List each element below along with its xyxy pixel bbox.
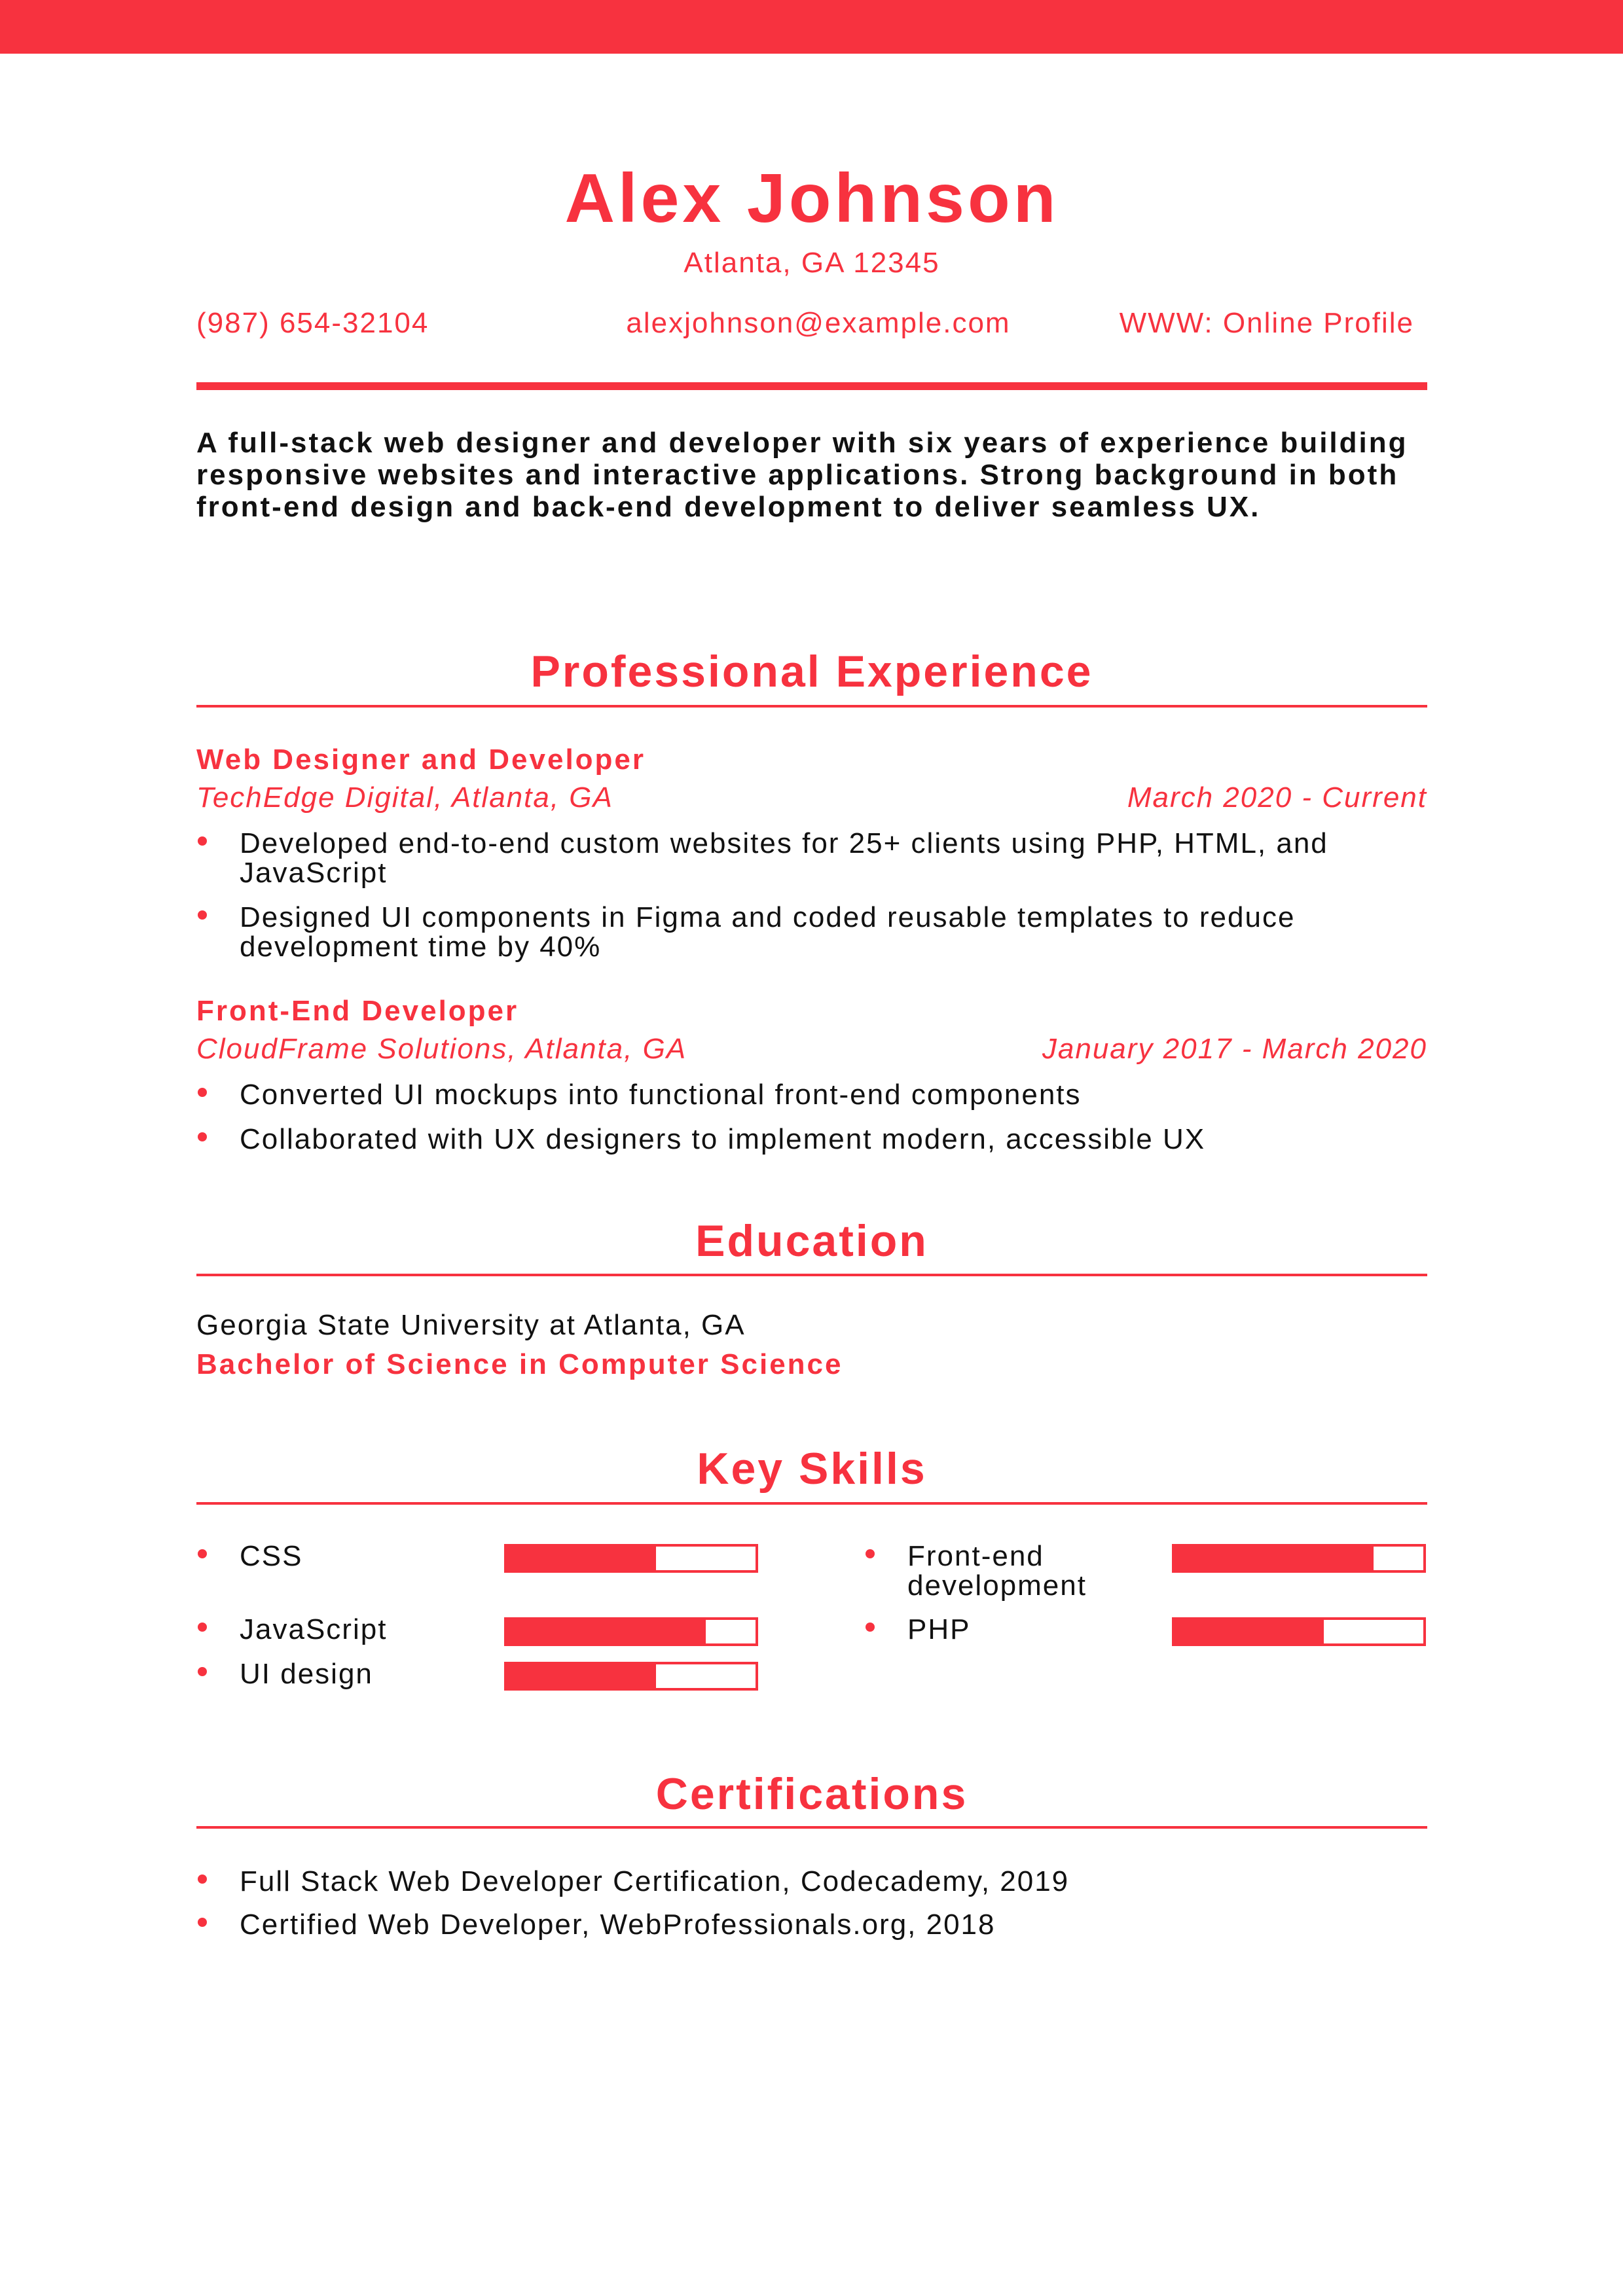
education-heading: Education <box>695 1216 928 1266</box>
bullet-icon <box>198 1088 207 1097</box>
list-item <box>196 1910 1427 1939</box>
phone-number: (987) 654-32104 <box>196 307 429 339</box>
list-item <box>196 1080 1427 1109</box>
skill-level-bar <box>1172 1544 1426 1573</box>
bullet-icon <box>198 1623 207 1632</box>
list-item <box>196 1867 1427 1896</box>
job-dates: March 2020 - Current <box>1127 781 1427 814</box>
skill-level-fill <box>507 1620 706 1643</box>
certifications-heading: Certifications <box>655 1769 968 1819</box>
list-item <box>196 903 1427 961</box>
skill-level-bar <box>1172 1617 1426 1646</box>
list-item <box>196 829 1427 888</box>
job-company: TechEdge Digital, Atlanta, GA <box>196 781 613 814</box>
certification-text: Certified Web Developer, WebProfessionals.org, 2018 <box>240 1909 996 1941</box>
list-item <box>196 1124 1427 1154</box>
certifications-divider <box>196 1826 1427 1829</box>
skill-level-fill <box>507 1664 656 1688</box>
job-company: CloudFrame Solutions, Atlanta, GA <box>196 1033 687 1065</box>
top-accent-band <box>0 0 1623 54</box>
skill-name: JavaScript <box>240 1613 388 1645</box>
skill-level-bar <box>504 1544 758 1573</box>
experience-heading: Professional Experience <box>530 647 1093 696</box>
skill-level-bar <box>504 1617 758 1646</box>
skill-level-fill <box>1175 1620 1324 1643</box>
bullet-icon <box>198 910 207 920</box>
header-divider <box>196 382 1427 390</box>
bullet-icon <box>198 1918 207 1927</box>
skill-name: CSS <box>240 1540 303 1572</box>
job-title: Front-End Developer <box>196 995 519 1027</box>
bullet-icon <box>198 1874 207 1884</box>
experience-divider <box>196 705 1427 708</box>
certification-text: Full Stack Web Developer Certification, Codecademy, 2019 <box>240 1865 1070 1897</box>
skill-name: Front-end development <box>907 1540 1087 1602</box>
email-link[interactable]: alexjohnson@example.com <box>626 307 1011 339</box>
skill-name: UI design <box>240 1658 373 1690</box>
professional-summary: A full-stack web designer and developer with six years of experience building responsive websites and interactive applications. Strong background in both front-end design and back-end development to deliver seamless UX. <box>196 427 1408 523</box>
bullet-icon <box>198 1667 207 1676</box>
skill-level-bar <box>504 1662 758 1691</box>
bullet-text: Designed UI components in Figma and coded reusable templates to reduce development time by 40% <box>240 901 1296 963</box>
education-divider <box>196 1274 1427 1276</box>
education-degree: Bachelor of Science in Computer Science <box>196 1348 843 1380</box>
job-dates: January 2017 - March 2020 <box>1042 1033 1427 1065</box>
job-title: Web Designer and Developer <box>196 744 646 776</box>
bullet-icon <box>866 1623 875 1632</box>
bullet-text: Converted UI mockups into functional front-end components <box>240 1079 1082 1111</box>
website-link[interactable]: WWW: Online Profile <box>1119 307 1414 339</box>
bullet-icon <box>198 836 207 846</box>
skills-heading: Key Skills <box>697 1444 927 1494</box>
bullet-text: Collaborated with UX designers to implement modern, accessible UX <box>240 1123 1206 1155</box>
skill-name: PHP <box>907 1613 971 1645</box>
candidate-name: Alex Johnson <box>564 160 1059 237</box>
skill-level-fill <box>1175 1547 1374 1570</box>
bullet-icon <box>866 1549 875 1558</box>
bullet-icon <box>198 1132 207 1141</box>
candidate-address: Atlanta, GA 12345 <box>684 247 940 279</box>
skills-divider <box>196 1502 1427 1505</box>
education-school: Georgia State University at Atlanta, GA <box>196 1309 746 1341</box>
bullet-icon <box>198 1549 207 1558</box>
bullet-text: Developed end-to-end custom websites for 25+ clients using PHP, HTML, and JavaScript <box>240 827 1328 889</box>
skill-level-fill <box>507 1547 656 1570</box>
